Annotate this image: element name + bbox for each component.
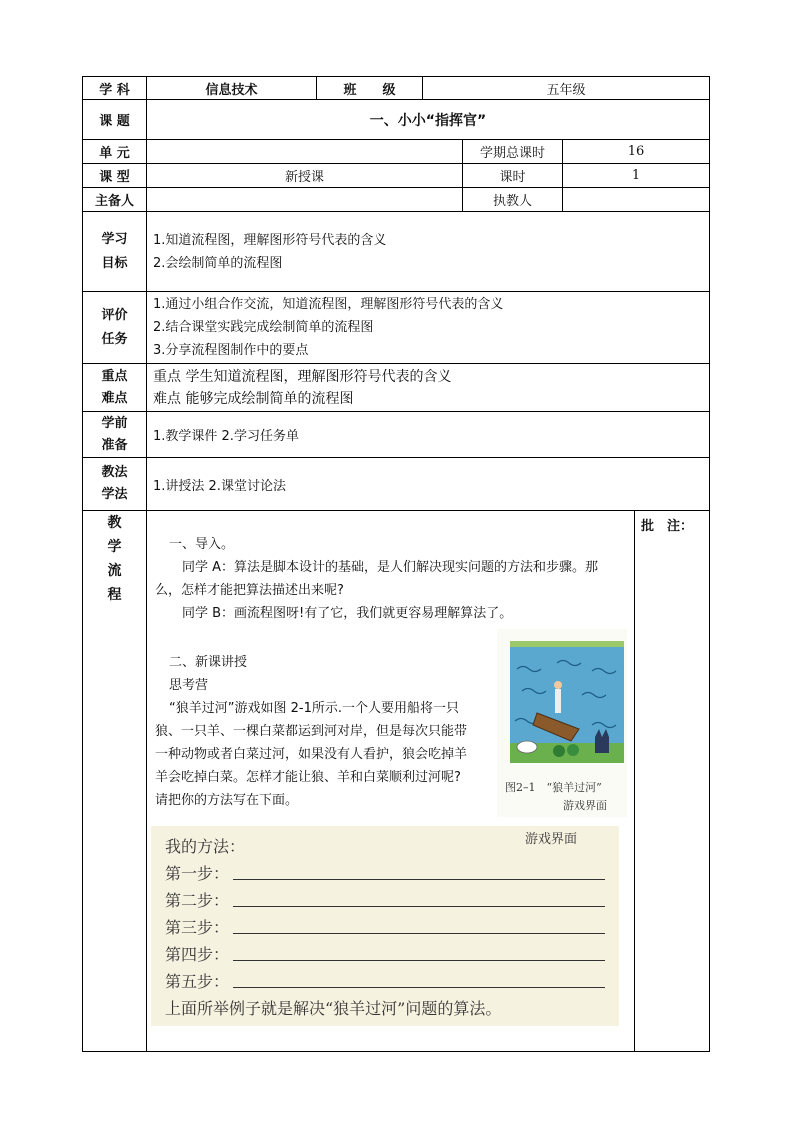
- student-b-text: 同学 B：画流程图呀!有了它，我们就更容易理解算法了。: [182, 606, 513, 621]
- answer-line: [233, 960, 605, 961]
- subject-value: 信息技术: [147, 77, 317, 100]
- step-label: 第一步：: [165, 864, 230, 883]
- student-a-line2: 么，怎样才能把算法描述出来呢?: [155, 583, 344, 598]
- prep-row: [83, 412, 710, 458]
- game-text-line: 狼、一只羊、一棵白菜都运到河对岸，但是每次只能带: [155, 724, 468, 739]
- game-screen-illustration: [497, 629, 627, 779]
- task-item: 2.结合课堂实践完成绘制简单的流程图: [153, 320, 374, 335]
- figure-caption-1: 图2–1 “狼羊过河”: [505, 781, 602, 794]
- goals-label-line2: 目标: [101, 255, 128, 271]
- method-conclusion: 上面所举例子就是解决“狼羊过河”问题的算法。: [165, 999, 502, 1018]
- methods-label: [83, 458, 147, 511]
- preparer-label: 主备人: [83, 188, 147, 212]
- worksheet-caption: 游戏界面: [525, 832, 578, 847]
- method-worksheet: [151, 826, 619, 1026]
- subject-label: 学 科: [83, 77, 147, 100]
- flow-content: [147, 511, 635, 1052]
- notes-column: [635, 511, 710, 1052]
- key-points-label-line2: 难点: [101, 390, 128, 406]
- teacher-value: [563, 188, 710, 212]
- tasks-content: [147, 292, 710, 364]
- prep-label: [83, 412, 147, 458]
- game-text-line: “狼羊过河”游戏如图 2-1所示.一个人要用船将一只: [169, 701, 459, 716]
- step-label: 第四步：: [165, 945, 230, 964]
- intro-heading: 一、导入。: [169, 537, 235, 552]
- lesson-plan-table: [82, 76, 710, 1052]
- tasks-row: [83, 292, 710, 364]
- topic-row: [83, 100, 710, 140]
- teacher-label: 执教人: [463, 188, 563, 212]
- unit-label: 单 元: [83, 140, 147, 164]
- hours-value: 1: [563, 164, 710, 188]
- goals-content: [147, 212, 710, 292]
- task-item: 3.分享流程图制作中的要点: [153, 343, 309, 358]
- prep-label-line2: 准备: [101, 437, 128, 453]
- preparer-row: [83, 188, 710, 212]
- wolf-sheep-game-figure: [497, 629, 627, 817]
- goals-label-line1: 学习: [101, 231, 128, 247]
- tasks-label-line1: 评价: [101, 307, 128, 323]
- key-points-label-line1: 重点: [101, 368, 128, 384]
- answer-line: [233, 906, 605, 907]
- key-points-content: [147, 364, 710, 412]
- lesson-type-value: 新授课: [147, 164, 463, 188]
- class-value: 五年级: [423, 77, 710, 100]
- methods-row: [83, 458, 710, 511]
- step-label: 第三步：: [165, 918, 230, 937]
- flow-label-char: 流: [107, 563, 122, 579]
- topic-value: 一、小小“指挥官”: [147, 100, 710, 140]
- student-a-line1: 同学 A：算法是脚本设计的基础，是人们解决现实问题的方法和步骤。那: [182, 560, 599, 575]
- key-points-label: [83, 364, 147, 412]
- step-label: 第五步：: [165, 972, 230, 991]
- prep-value: 1.教学课件 2.学习任务单: [147, 412, 710, 458]
- answer-line: [233, 933, 605, 934]
- term-total-label: 学期总课时: [463, 140, 563, 164]
- flow-label-char: 学: [107, 539, 122, 555]
- lesson-type-row: [83, 164, 710, 188]
- difficult-point-text: 难点 能够完成绘制简单的流程图: [153, 390, 354, 407]
- game-text-line: 请把你的方法写在下面。: [155, 793, 299, 808]
- lesson-type-label: 课 型: [83, 164, 147, 188]
- methods-label-line2: 学法: [101, 487, 128, 502]
- task-item: 1.通过小组合作交流，知道流程图，理解图形符号代表的含义: [153, 297, 504, 312]
- flow-label-char: 教: [107, 515, 122, 531]
- think-camp-heading: 思考营: [169, 678, 209, 693]
- goals-row: [83, 212, 710, 292]
- subject-row: [83, 77, 710, 100]
- unit-value: [147, 140, 463, 164]
- answer-line: [233, 879, 605, 880]
- key-point-text: 重点 学生知道流程图，理解图形符号代表的含义: [153, 368, 452, 385]
- new-lesson-heading: 二、新课讲授: [169, 655, 248, 670]
- method-title: 我的方法：: [165, 837, 246, 856]
- tasks-label-line2: 任务: [101, 331, 128, 347]
- goals-label: [83, 212, 147, 292]
- prep-label-line1: 学前: [101, 415, 128, 431]
- key-points-row: [83, 364, 710, 412]
- methods-label-line1: 教法: [101, 465, 128, 480]
- hours-label: 课时: [463, 164, 563, 188]
- figure-caption-2: 游戏界面: [563, 799, 607, 812]
- preparer-value: [147, 188, 463, 212]
- flow-row: [83, 511, 710, 1052]
- goal-item: 2.会绘制简单的流程图: [153, 255, 283, 271]
- term-total-value: 16: [563, 140, 710, 164]
- flow-label: [83, 511, 147, 1052]
- methods-value: 1.讲授法 2.课堂讨论法: [147, 458, 710, 511]
- flow-label-char: 程: [107, 587, 122, 603]
- answer-line: [233, 987, 605, 988]
- notes-label: 批 注：: [641, 519, 694, 534]
- game-text-line: 一种动物或者白菜过河，如果没有人看护，狼会吃掉羊: [155, 747, 468, 762]
- step-label: 第二步：: [165, 891, 230, 910]
- topic-label: 课 题: [83, 100, 147, 140]
- tasks-label: [83, 292, 147, 364]
- goal-item: 1.知道流程图，理解图形符号代表的含义: [153, 232, 387, 248]
- game-text-line: 羊会吃掉白菜。怎样才能让狼、羊和白菜顺利过河呢?: [155, 770, 461, 785]
- unit-row: [83, 140, 710, 164]
- class-label: 班 级: [317, 77, 423, 100]
